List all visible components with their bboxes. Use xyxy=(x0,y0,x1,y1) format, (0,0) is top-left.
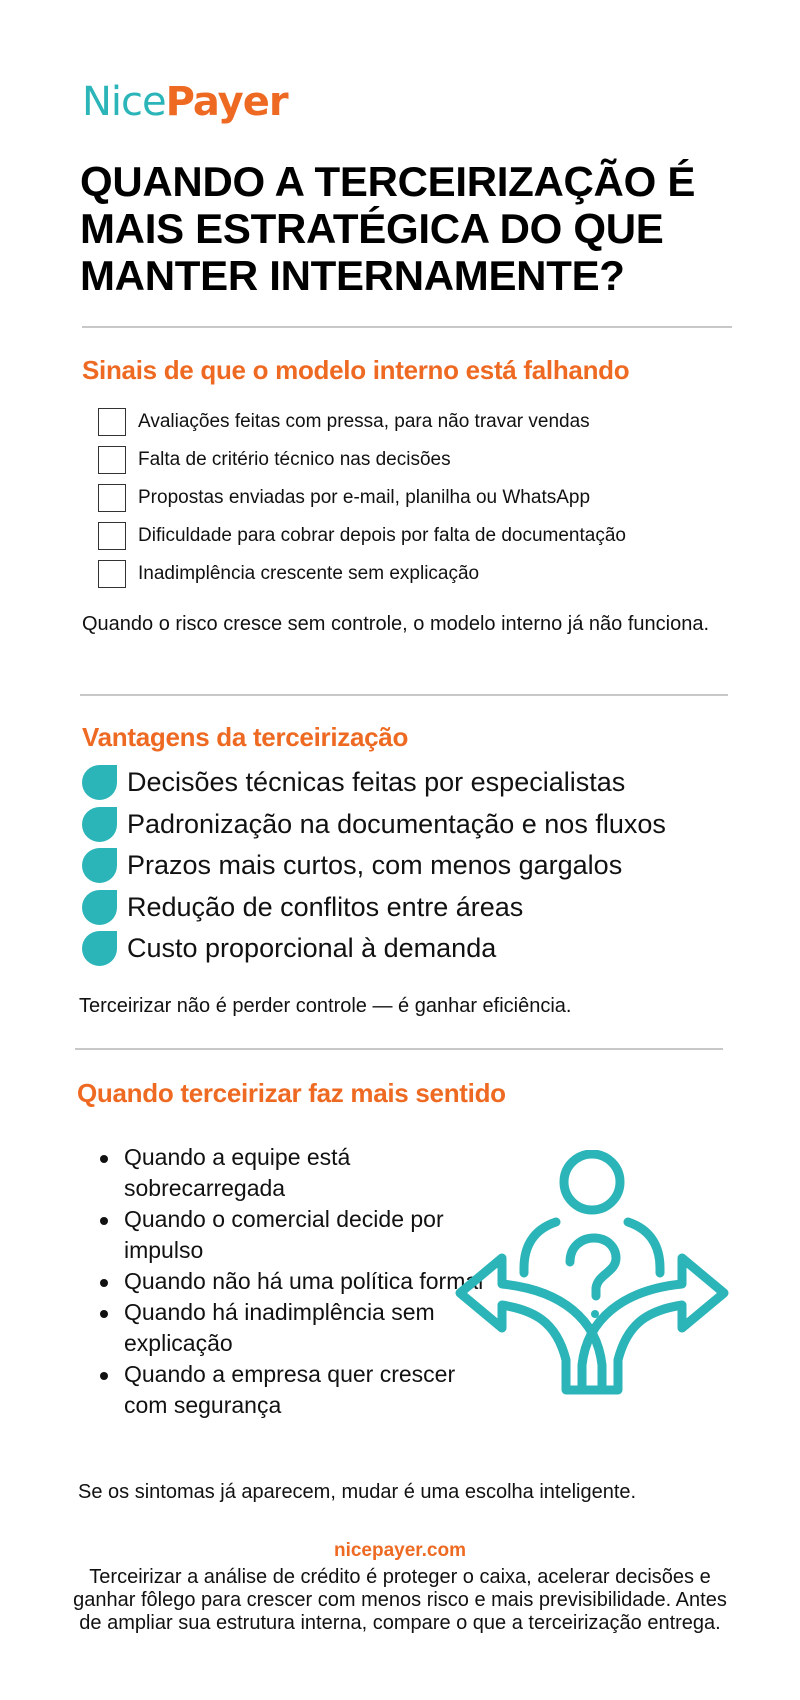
when-item-label: Quando não há uma política formal xyxy=(124,1268,484,1294)
divider-1 xyxy=(82,326,732,328)
checklist-item-label: Dificuldade para cobrar depois por falta de documentação xyxy=(138,525,626,546)
bullet-icon xyxy=(100,1372,108,1380)
when-item xyxy=(98,1266,498,1297)
logo-nice: Nice xyxy=(82,79,166,125)
advantages-list xyxy=(82,762,666,970)
advantage-item xyxy=(82,845,666,887)
when-item-label: Quando a empresa quer crescer com segurança xyxy=(124,1361,456,1418)
divider-2 xyxy=(80,694,728,696)
checklist-item-label: Falta de critério técnico nas decisões xyxy=(138,449,451,470)
bullet-icon xyxy=(100,1155,108,1163)
page-title: QUANDO A TERCEIRIZAÇÃO É MAIS ESTRATÉGICA DO QUE MANTER INTERNAMENTE? xyxy=(80,158,696,299)
signs-conclusion: Quando o risco cresce sem controle, o modelo interno já não funciona. xyxy=(82,613,710,635)
when-item xyxy=(98,1359,498,1421)
when-item-label: Quando a equipe está sobrecarregada xyxy=(124,1144,351,1201)
leaf-bullet-icon xyxy=(82,890,117,925)
checkbox-icon[interactable] xyxy=(98,408,126,436)
website-link[interactable]: nicepayer.com xyxy=(333,1540,467,1561)
leaf-bullet-icon xyxy=(82,848,117,883)
person-crossroads-question-icon xyxy=(452,1150,732,1410)
checkbox-icon[interactable] xyxy=(98,484,126,512)
checkbox-icon[interactable] xyxy=(98,560,126,588)
advantages-conclusion: Terceirizar não é perder controle — é ganhar eficiência. xyxy=(79,995,572,1017)
advantage-item xyxy=(82,928,666,970)
bullet-icon xyxy=(100,1217,108,1225)
section-heading-advantages: Vantagens da terceirização xyxy=(82,722,409,752)
checklist-item-label: Propostas enviadas por e-mail, planilha ou WhatsApp xyxy=(138,487,591,508)
divider-3 xyxy=(75,1048,723,1050)
when-item-label: Quando o comercial decide por impulso xyxy=(124,1206,444,1263)
leaf-bullet-icon xyxy=(82,807,117,842)
checklist-item xyxy=(98,479,626,517)
advantage-item xyxy=(82,804,666,846)
advantage-item-label: Redução de conflitos entre áreas xyxy=(127,891,524,922)
checklist-item xyxy=(98,441,626,479)
when-conclusion: Se os sintomas já aparecem, mudar é uma escolha inteligente. xyxy=(78,1481,637,1503)
when-item xyxy=(98,1142,498,1204)
when-item-label: Quando há inadimplência sem explicação xyxy=(124,1299,435,1356)
checklist-item xyxy=(98,555,626,593)
checklist-item xyxy=(98,517,626,555)
advantage-item xyxy=(82,887,666,929)
bullet-icon xyxy=(100,1279,108,1287)
advantage-item xyxy=(82,762,666,804)
logo-payer: Payer xyxy=(165,79,288,125)
footer-text: Terceirizar a análise de crédito é proteger o caixa, acelerar decisões e ganhar fôlego para crescer com menos risco e mais previsibilidade. Antes de ampliar sua estrutura interna, compare o que a terceirização entrega. xyxy=(73,1566,727,1634)
section-heading-signs: Sinais de que o modelo interno está falhando xyxy=(82,355,630,385)
checkbox-icon[interactable] xyxy=(98,446,126,474)
brand-logo xyxy=(82,79,288,125)
checklist-item-label: Avaliações feitas com pressa, para não travar vendas xyxy=(138,411,590,432)
advantage-item-label: Prazos mais curtos, com menos gargalos xyxy=(127,850,623,881)
signs-checklist xyxy=(98,403,626,593)
advantage-item-label: Custo proporcional à demanda xyxy=(127,933,497,964)
section-heading-when: Quando terceirizar faz mais sentido xyxy=(77,1078,506,1108)
bullet-icon xyxy=(100,1310,108,1318)
checklist-item xyxy=(98,403,626,441)
when-item xyxy=(98,1297,498,1359)
checkbox-icon[interactable] xyxy=(98,522,126,550)
leaf-bullet-icon xyxy=(82,931,117,966)
advantage-item-label: Decisões técnicas feitas por especialistas xyxy=(127,767,626,798)
when-item xyxy=(98,1204,498,1266)
advantage-item-label: Padronização na documentação e nos fluxos xyxy=(127,808,666,839)
checklist-item-label: Inadimplência crescente sem explicação xyxy=(138,563,480,584)
when-list xyxy=(98,1142,498,1421)
leaf-bullet-icon xyxy=(82,765,117,800)
